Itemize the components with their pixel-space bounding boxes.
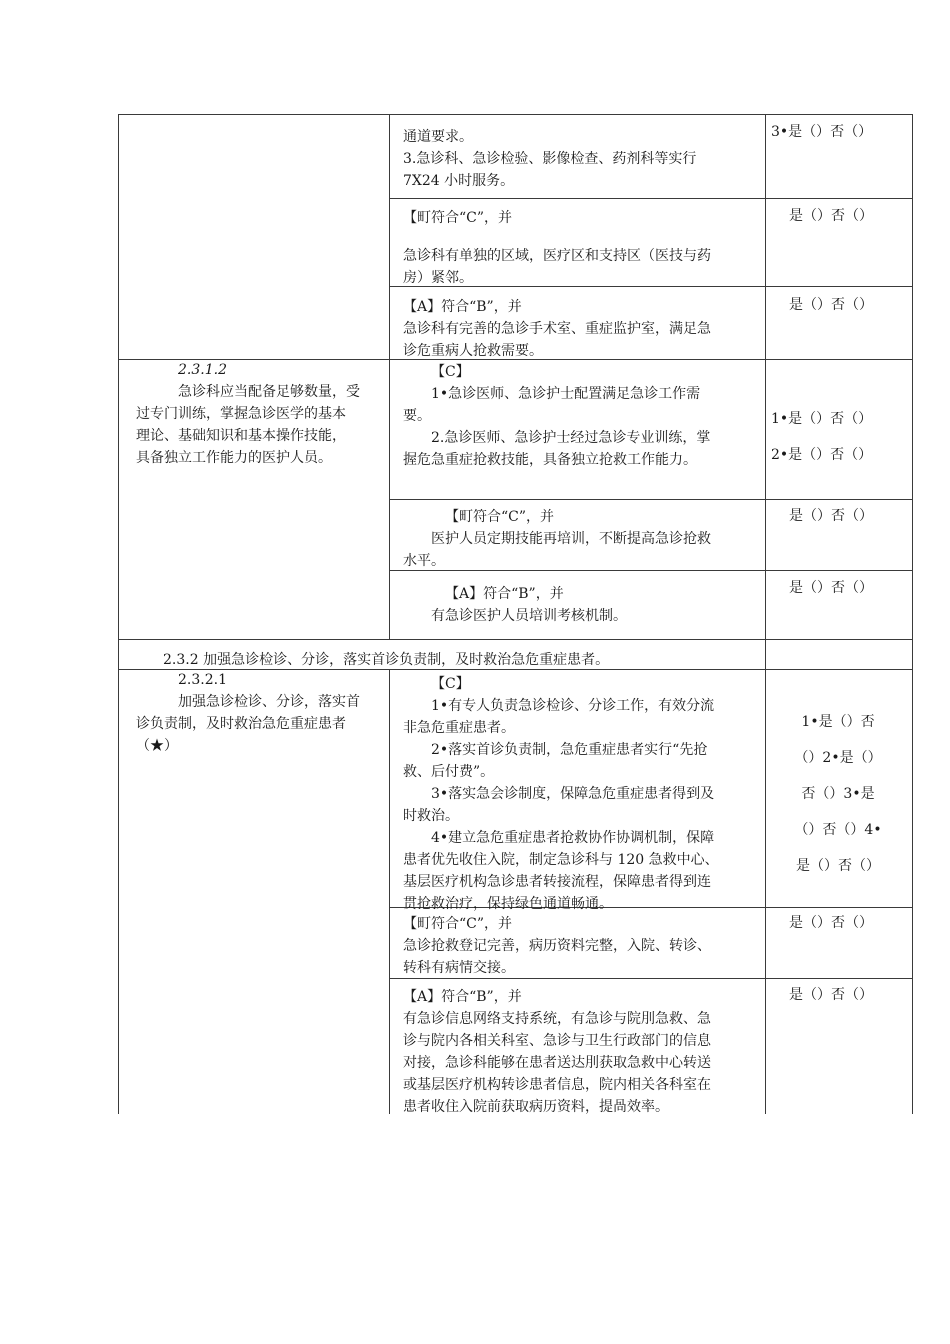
answer-cell bbox=[766, 912, 896, 934]
requirement-cell bbox=[403, 361, 758, 471]
answer-cell bbox=[766, 294, 896, 316]
requirement-line: 救、后付费”。 bbox=[403, 764, 495, 780]
requirement-line: 7X24 小时服务。 bbox=[403, 173, 515, 189]
criterion-line: 具备独立工作能力的医护人员。 bbox=[136, 450, 332, 466]
answer-text: 是（）否（） bbox=[789, 297, 873, 313]
table-border-top bbox=[118, 114, 913, 115]
grade-heading: 【町符合“C”，并 bbox=[403, 210, 513, 226]
requirement-line: 有急诊信息网络支持系统，有急诊与院刖急救、急 bbox=[403, 1011, 711, 1027]
requirement-cell bbox=[403, 986, 758, 1118]
grade-heading: 【C】 bbox=[431, 364, 470, 380]
requirement-line: 贯抢救治疗，保持绿色通道畅通。 bbox=[403, 896, 613, 912]
requirement-line: 房）紧邻。 bbox=[403, 270, 473, 286]
answer-cell bbox=[766, 984, 896, 1006]
requirement-line: 诊危重病人抢救需要。 bbox=[403, 343, 543, 359]
answer-text: 3•是（）否（） bbox=[771, 124, 873, 140]
answer-text: 是（）否（） bbox=[789, 915, 873, 931]
requirement-cell bbox=[403, 506, 758, 572]
requirement-line: 3•落实急会诊制度，保障急危重症患者得到及 bbox=[431, 786, 715, 802]
requirement-line: 通道要求。 bbox=[403, 129, 473, 145]
criterion-line: 理论、基础知识和基本操作技能， bbox=[136, 428, 346, 444]
answer-cell bbox=[766, 505, 896, 527]
answer-text: 是（）否（） bbox=[789, 208, 873, 224]
requirement-line: 2•落实首诊负责制，急危重症患者实行“先抢 bbox=[431, 742, 708, 758]
grade-heading: 【A】符合“B”，并 bbox=[403, 299, 522, 315]
answer-cell bbox=[766, 577, 896, 599]
section-heading bbox=[163, 649, 763, 671]
requirement-line: 要。 bbox=[403, 408, 431, 424]
requirement-line: 2.急诊医师、急诊护士经过急诊专业训练，掌 bbox=[431, 430, 711, 446]
requirement-line: 基层医疗机构急诊患者转接流程，保障患者得到连 bbox=[403, 874, 711, 890]
column-divider-2 bbox=[765, 114, 766, 1114]
requirement-cell bbox=[403, 296, 758, 362]
answer-text: （）否（）4• bbox=[794, 822, 882, 838]
requirement-line: 患者收住入院前获取病历资料，提咼效率。 bbox=[403, 1099, 669, 1115]
requirement-line: 患者优先收住入院，制定急诊科与 120 急救中心、 bbox=[403, 852, 719, 868]
section-top bbox=[118, 639, 913, 640]
requirement-cell bbox=[403, 207, 758, 289]
requirement-line: 4•建立急危重症患者抢救协作协调机制，保障 bbox=[431, 830, 715, 846]
row-divider bbox=[389, 499, 913, 500]
grade-heading: 【町符合“C”，并 bbox=[445, 509, 555, 525]
answer-text: 2•是（）否（） bbox=[771, 447, 873, 463]
requirement-line: 时救治。 bbox=[403, 808, 459, 824]
answer-cell bbox=[766, 205, 896, 227]
requirement-cell bbox=[403, 583, 758, 627]
table-border-left bbox=[118, 114, 119, 1114]
requirement-cell bbox=[403, 913, 758, 979]
requirement-line: 1•急诊医师、急诊护士配置满足急诊工作需 bbox=[431, 386, 701, 402]
column-divider-1b bbox=[389, 669, 390, 1114]
requirement-line: 非急危重症患者。 bbox=[403, 720, 515, 736]
criterion-cell bbox=[136, 669, 381, 757]
answer-cell bbox=[771, 121, 911, 143]
requirement-line: 医护人员定期技能再培训，不断提高急诊抢救 bbox=[431, 531, 711, 547]
criterion-code: 2.3.1.2 bbox=[178, 362, 227, 378]
requirement-line: 急诊科有单独的区域，医疗区和支持区（医技与药 bbox=[403, 248, 711, 264]
answer-text: 1•是（）否（） bbox=[771, 411, 873, 427]
evaluation-table bbox=[118, 114, 913, 1114]
answer-text: 是（）否（） bbox=[789, 508, 873, 524]
grade-heading: 【A】符合“B”，并 bbox=[403, 989, 522, 1005]
answer-text: 是（）否（） bbox=[796, 858, 880, 874]
answer-text: 是（）否（） bbox=[789, 580, 873, 596]
answer-cell bbox=[773, 704, 903, 884]
requirement-line: 握危急重症抢救技能，具备独立抢救工作能力。 bbox=[403, 452, 697, 468]
requirement-line: 1•有专人负责急诊检诊、分诊工作，有效分流 bbox=[431, 698, 715, 714]
requirement-line: 转科有病情交接。 bbox=[403, 960, 515, 976]
criterion-line: （★） bbox=[136, 738, 178, 754]
grade-heading: 【A】符合“B”，并 bbox=[445, 586, 564, 602]
table-border-right bbox=[912, 114, 913, 1114]
requirement-line: 水平。 bbox=[403, 553, 445, 569]
requirement-line: 诊与院内各相关科室、急诊与卫生行政部门的信息 bbox=[403, 1033, 711, 1049]
grade-heading: 【C】 bbox=[431, 676, 470, 692]
criterion-cell bbox=[136, 359, 381, 469]
answer-text: 1•是（）否 bbox=[801, 714, 875, 730]
requirement-line: 急诊科有完善的急诊手术室、重症监护室，满足急 bbox=[403, 321, 711, 337]
grade-heading: 【町符合“C”，并 bbox=[403, 916, 513, 932]
requirement-line: 或基层医疗机构转诊患者信息，院内相关各科室在 bbox=[403, 1077, 711, 1093]
row-divider bbox=[389, 198, 913, 199]
requirement-line: 有急诊医护人员培训考核机制。 bbox=[431, 608, 627, 624]
section-heading-text: 2.3.2 加强急诊检诊、分诊，落实首诊负责制，及时救治急危重症患者。 bbox=[163, 652, 610, 668]
requirement-line: 对接，急诊科能够在患者送达刖获取急救中心转送 bbox=[403, 1055, 711, 1071]
requirement-cell bbox=[403, 126, 758, 192]
requirement-line: 3.急诊科、急诊检验、影像检查、药剂科等实行 bbox=[403, 151, 697, 167]
requirement-cell bbox=[403, 673, 758, 915]
answer-text: 否（）3•是 bbox=[801, 786, 875, 802]
criterion-line: 诊负责制，及时救治急危重症患者 bbox=[136, 716, 346, 732]
criterion-line: 加强急诊检诊、分诊，落实首 bbox=[178, 694, 360, 710]
criterion-line: 急诊科应当配备足够数量，受 bbox=[178, 384, 360, 400]
answer-cell bbox=[771, 401, 911, 473]
criterion-line: 过专门训练，掌握急诊医学的基本 bbox=[136, 406, 346, 422]
column-divider-1 bbox=[389, 114, 390, 639]
answer-text: 是（）否（） bbox=[789, 987, 873, 1003]
answer-text: （）2•是（） bbox=[794, 750, 882, 766]
criterion-code: 2.3.2.1 bbox=[178, 672, 227, 688]
requirement-line: 急诊抢救登记完善，病历资料完整，入院、转诊、 bbox=[403, 938, 711, 954]
